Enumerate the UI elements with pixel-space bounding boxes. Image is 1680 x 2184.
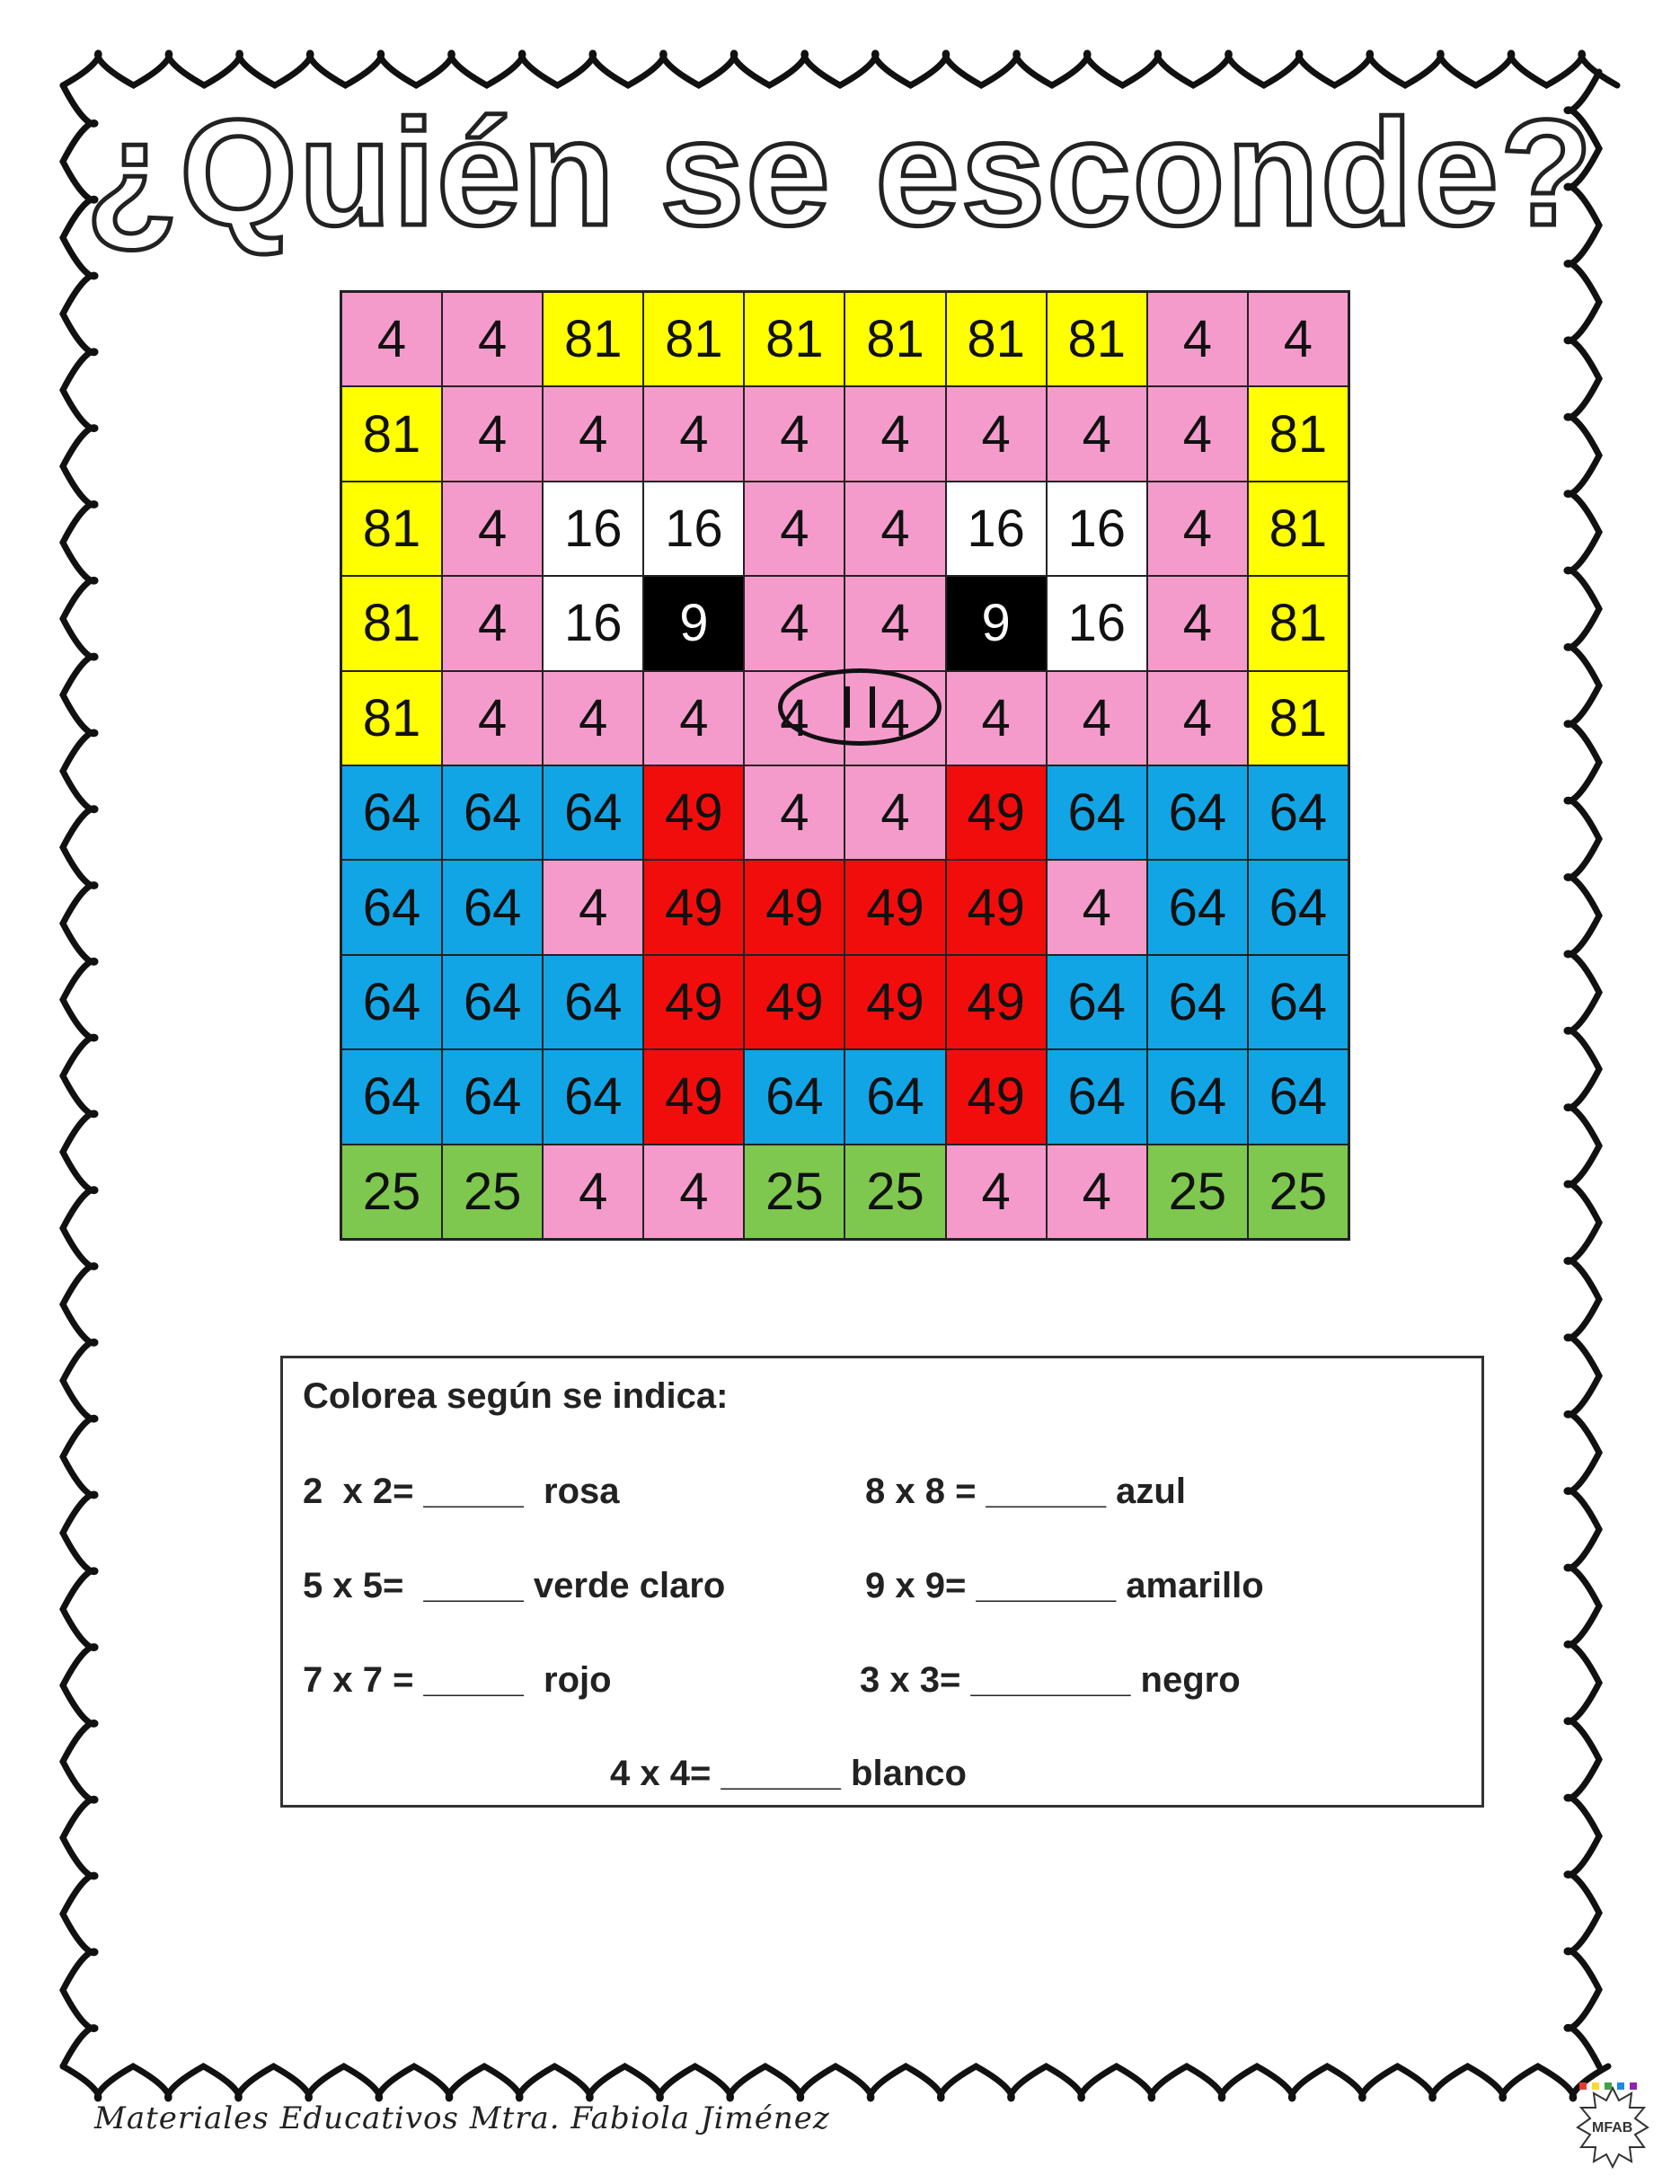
grid-cell: 25 xyxy=(744,1145,844,1239)
grid-cell: 81 xyxy=(341,576,442,670)
grid-cell: 4 xyxy=(643,386,744,481)
grid-cell: 49 xyxy=(643,1049,744,1144)
grid-cell: 64 xyxy=(1147,765,1248,860)
grid-cell: 81 xyxy=(1248,482,1348,576)
grid-cell: 16 xyxy=(946,482,1047,576)
grid-cell: 25 xyxy=(1248,1145,1348,1239)
grid-cell: 4 xyxy=(1147,292,1248,386)
grid-cell: 49 xyxy=(946,860,1047,954)
grid-cell: 81 xyxy=(1248,671,1348,765)
publisher-logo xyxy=(1572,2082,1653,2172)
grid-cell: 9 xyxy=(946,576,1047,670)
grid-cell: 4 xyxy=(1047,671,1147,765)
grid-cell: 4 xyxy=(442,292,543,386)
grid-cell: 4 xyxy=(1248,292,1348,386)
grid-cell: 81 xyxy=(844,292,945,386)
grid-cell: 64 xyxy=(1147,860,1248,954)
grid-cell: 64 xyxy=(543,1049,643,1144)
grid-cell: 4 xyxy=(844,671,945,765)
border-loop-strip xyxy=(1567,72,1599,2066)
grid-cell: 4 xyxy=(744,671,844,765)
grid-cell: 4 xyxy=(1047,860,1147,954)
equation-yellow: 9 x 9= _______ amarillo xyxy=(865,1566,1264,1605)
grid-cell: 49 xyxy=(844,860,945,954)
grid-cell: 4 xyxy=(744,576,844,670)
grid-cell: 4 xyxy=(1147,482,1248,576)
grid-cell: 4 xyxy=(1147,671,1248,765)
grid-cell: 64 xyxy=(442,1049,543,1144)
author-credit: Materiales Educativos Mtra. Fabiola Jiménez xyxy=(94,2100,830,2136)
grid-cell: 64 xyxy=(1248,955,1348,1049)
grid-cell: 64 xyxy=(744,1049,844,1144)
grid-cell: 4 xyxy=(1047,1145,1147,1239)
grid-cell: 4 xyxy=(1147,386,1248,481)
grid-cell: 49 xyxy=(643,765,744,860)
grid-cell: 4 xyxy=(844,765,945,860)
grid-cell: 64 xyxy=(341,860,442,954)
grid-cell: 4 xyxy=(643,671,744,765)
grid-cell: 16 xyxy=(543,482,643,576)
equation-black: 3 x 3= ________ negro xyxy=(860,1660,1241,1700)
grid-cell: 4 xyxy=(1047,386,1147,481)
border-loop-strip xyxy=(63,53,1617,85)
grid-cell: 4 xyxy=(442,386,543,481)
logo-text: MFAB xyxy=(1592,2120,1633,2135)
border-loop-strip xyxy=(63,85,95,2066)
grid-cell: 49 xyxy=(744,860,844,954)
nostril-right xyxy=(870,686,875,728)
grid-cell: 64 xyxy=(1047,1049,1147,1144)
grid-cell: 49 xyxy=(744,955,844,1049)
grid-cell: 49 xyxy=(946,1049,1047,1144)
instructions-box xyxy=(280,1356,1484,1808)
grid-cell: 4 xyxy=(744,765,844,860)
grid-cell: 4 xyxy=(643,1145,744,1239)
color-by-number-grid xyxy=(340,290,1350,1241)
equation-blue: 8 x 8 = ______ azul xyxy=(865,1472,1186,1511)
grid-cell: 64 xyxy=(1147,1049,1248,1144)
grid-cell: 16 xyxy=(643,482,744,576)
grid-cell: 49 xyxy=(643,860,744,954)
grid-cell: 4 xyxy=(844,576,945,670)
grid-cell: 25 xyxy=(341,1145,442,1239)
grid-cell: 4 xyxy=(341,292,442,386)
grid-cell: 4 xyxy=(543,671,643,765)
grid-cell: 81 xyxy=(1248,386,1348,481)
grid-cell: 25 xyxy=(844,1145,945,1239)
pig-nose-outline xyxy=(778,668,942,746)
grid-cell: 64 xyxy=(1147,955,1248,1049)
grid-cell: 64 xyxy=(341,765,442,860)
grid-cell: 4 xyxy=(844,386,945,481)
grid-cell: 4 xyxy=(543,1145,643,1239)
grid-cell: 4 xyxy=(1147,576,1248,670)
grid-cell: 64 xyxy=(341,1049,442,1144)
grid-cell: 81 xyxy=(744,292,844,386)
border-loop-strip xyxy=(63,2066,1608,2099)
grid-cell: 16 xyxy=(543,576,643,670)
grid-cell: 49 xyxy=(946,765,1047,860)
grid-cell: 64 xyxy=(844,1049,945,1144)
grid-cell: 4 xyxy=(744,386,844,481)
grid-cell: 64 xyxy=(1047,765,1147,860)
grid-cell: 81 xyxy=(341,671,442,765)
grid-cell: 4 xyxy=(946,1145,1047,1239)
grid-cell: 16 xyxy=(1047,576,1147,670)
equation-light-green: 5 x 5= _____ verde claro xyxy=(303,1566,726,1605)
grid-cell: 25 xyxy=(1147,1145,1248,1239)
grid-cell: 81 xyxy=(341,386,442,481)
nostril-left xyxy=(844,686,850,728)
grid-cell: 64 xyxy=(543,955,643,1049)
grid-cell: 81 xyxy=(1248,576,1348,670)
grid-cell: 81 xyxy=(341,482,442,576)
grid-cell: 4 xyxy=(946,386,1047,481)
grid-cell: 64 xyxy=(1248,1049,1348,1144)
grid-cell: 49 xyxy=(643,955,744,1049)
equation-white: 4 x 4= ______ blanco xyxy=(610,1754,967,1793)
grid-cell: 4 xyxy=(744,482,844,576)
grid-cell: 64 xyxy=(543,765,643,860)
grid-cell: 64 xyxy=(442,955,543,1049)
page-title xyxy=(85,88,1595,261)
grid-cell: 64 xyxy=(341,955,442,1049)
grid-cell: 4 xyxy=(543,386,643,481)
grid-cell: 64 xyxy=(442,765,543,860)
grid-cell: 25 xyxy=(442,1145,543,1239)
grid-cell: 81 xyxy=(946,292,1047,386)
grid-cell: 81 xyxy=(643,292,744,386)
grid-cell: 16 xyxy=(1047,482,1147,576)
grid-cell: 49 xyxy=(946,955,1047,1049)
grid-cell: 4 xyxy=(844,482,945,576)
grid-cell: 4 xyxy=(543,860,643,954)
grid-cell: 4 xyxy=(442,576,543,670)
grid-cell: 64 xyxy=(1248,765,1348,860)
grid-cell: 9 xyxy=(643,576,744,670)
grid-cell: 64 xyxy=(1248,860,1348,954)
grid-cell: 4 xyxy=(442,482,543,576)
grid-cell: 4 xyxy=(946,671,1047,765)
grid-cell: 64 xyxy=(1047,955,1147,1049)
page-title-text: ¿Quién se esconde? xyxy=(85,88,1595,257)
grid-cell: 64 xyxy=(442,860,543,954)
instructions-heading: Colorea según se indica: xyxy=(303,1376,729,1416)
equation-red: 7 x 7 = _____ rojo xyxy=(303,1660,612,1700)
equation-pink: 2 x 2= _____ rosa xyxy=(303,1472,620,1511)
grid-cell: 81 xyxy=(1047,292,1147,386)
grid-cell: 81 xyxy=(543,292,643,386)
grid-cell: 49 xyxy=(844,955,945,1049)
grid-cell: 4 xyxy=(442,671,543,765)
